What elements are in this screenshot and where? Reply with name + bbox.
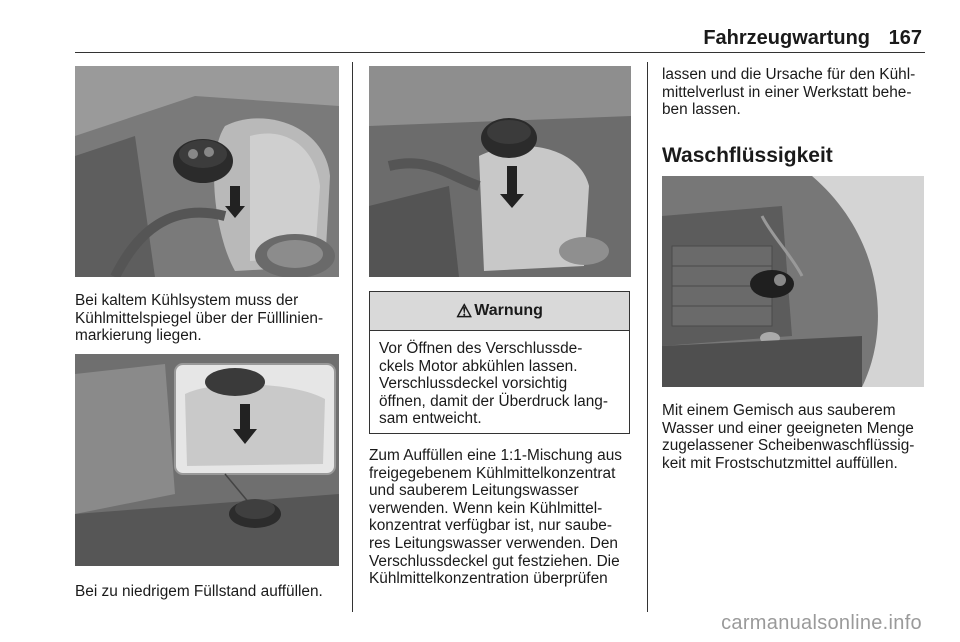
text-line: freigegebenem Kühlmittelkonzentrat xyxy=(369,464,616,482)
coolant-reservoir-photo xyxy=(75,66,339,277)
column-divider-1 xyxy=(352,62,353,612)
washer-fluid-paragraph xyxy=(662,402,914,472)
warning-header xyxy=(370,292,629,331)
column-divider-2 xyxy=(647,62,648,612)
text-line: zugelassener Scheibenwaschflüssig- xyxy=(662,437,915,455)
text-line: markierung liegen. xyxy=(75,327,202,345)
text-line: Bei kaltem Kühlsystem muss der xyxy=(75,292,299,309)
coolant-level-paragraph xyxy=(75,292,323,345)
running-header-title: Fahrzeugwartung xyxy=(703,27,870,49)
text-line: Verschlussdeckel vorsichtig xyxy=(379,375,568,393)
text-line: öffnen, damit der Überdruck lang- xyxy=(379,392,608,410)
text-line: Mit einem Gemisch aus sauberem xyxy=(662,402,896,419)
mixing-paragraph xyxy=(369,447,622,588)
warning-title: Warnung xyxy=(474,302,543,319)
text-line: Vor Öffnen des Verschlussde- xyxy=(379,340,583,357)
watermark: carmanualsonline.info xyxy=(721,612,922,634)
text-line: Bei zu niedrigem Füllstand auffüllen. xyxy=(75,583,323,600)
text-line: res Leitungswasser verwenden. Den xyxy=(369,534,618,552)
text-line: lassen und die Ursache für den Kühl- xyxy=(662,66,916,83)
warning-box xyxy=(369,291,630,434)
washer-fluid-photo xyxy=(662,176,924,387)
coolant-cap-arrow-photo xyxy=(369,66,631,277)
coolant-fill-line-photo xyxy=(75,354,339,566)
text-line: Kühlmittelkonzentration überprüfen xyxy=(369,570,608,588)
text-line: Verschlussdeckel gut festziehen. Die xyxy=(369,552,620,570)
text-line: ckels Motor abkühlen lassen. xyxy=(379,357,578,375)
page-number: 167 xyxy=(888,27,922,49)
text-line: ben lassen. xyxy=(662,101,741,119)
header-rule xyxy=(75,52,925,53)
warning-text xyxy=(379,340,608,428)
text-line: Zum Auffüllen eine 1:1-Mischung aus xyxy=(369,447,622,464)
text-line: Wasser und einer geeigneten Menge xyxy=(662,419,914,437)
refill-paragraph xyxy=(75,583,323,601)
section-heading: Waschflüssigkeit xyxy=(662,144,833,167)
text-line: sam entweicht. xyxy=(379,410,482,428)
text-line: mittelverlust in einer Werkstatt behe- xyxy=(662,83,912,101)
text-line: verwenden. Wenn kein Kühlmittel- xyxy=(369,499,603,517)
text-line: keit mit Frostschutzmittel auffüllen. xyxy=(662,454,898,472)
text-line: und sauberem Leitungswasser xyxy=(369,482,579,500)
text-line: Kühlmittelspiegel über der Fülllinien- xyxy=(75,309,324,327)
text-line: konzentrat verfügbar ist, nur saube- xyxy=(369,517,612,535)
warning-triangle-icon: ⚠ xyxy=(456,300,473,321)
continuation-paragraph xyxy=(662,66,915,119)
